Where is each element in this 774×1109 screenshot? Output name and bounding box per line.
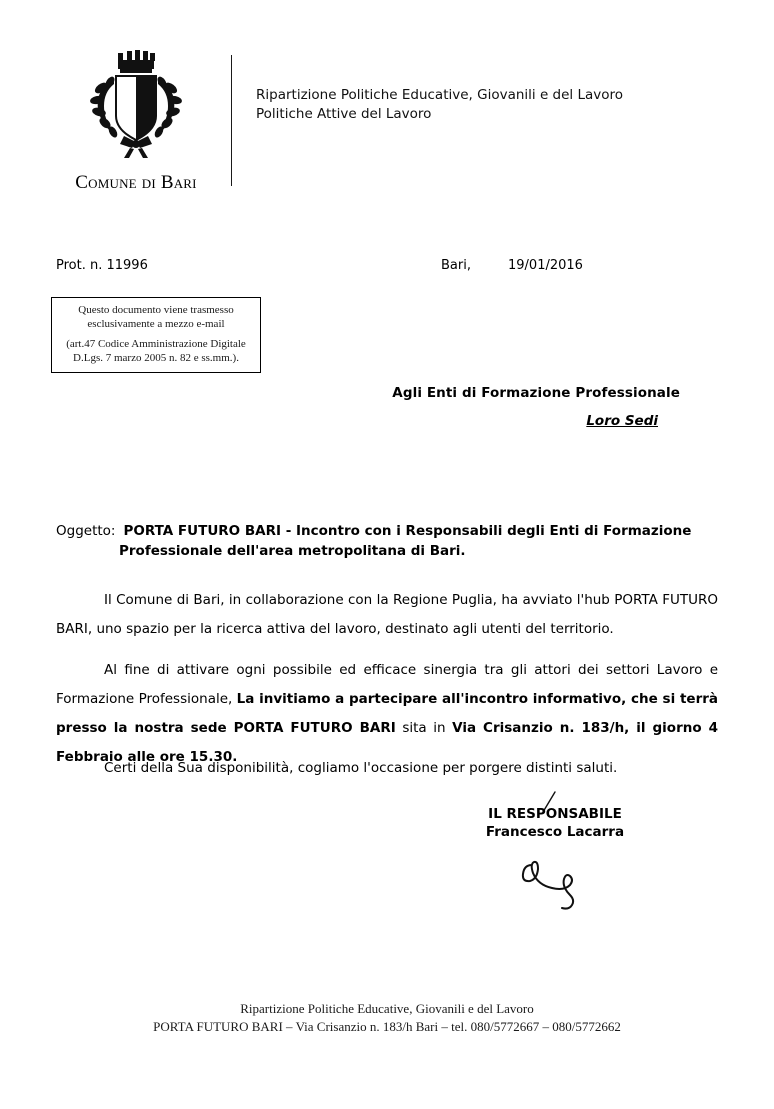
- recipient-block: [300, 385, 680, 429]
- notice-line-4: D.Lgs. 7 marzo 2005 n. 82 e ss.mm.).: [73, 351, 239, 364]
- paragraph-3-text: Certi della Sua disponibilità, cogliamo l'occasione per porgere distinti saluti.: [104, 760, 618, 776]
- notice-line-1: Questo documento viene trasmesso: [78, 304, 234, 316]
- department-heading: [256, 86, 623, 124]
- subject-label: Oggetto:: [56, 523, 116, 539]
- notice-line-2: esclusivamente a mezzo e-mail: [87, 317, 225, 330]
- crest-block: [56, 48, 216, 194]
- header-divider: [231, 55, 232, 186]
- signature-role: IL RESPONSABILE: [488, 806, 622, 822]
- signature-block: [430, 805, 680, 841]
- protocol-date: 19/01/2016: [508, 258, 583, 273]
- body-paragraph-3: [56, 754, 718, 783]
- footer-line-1: Ripartizione Politiche Educative, Giovanili e del Lavoro: [240, 1001, 534, 1016]
- paragraph-2-intro: Al fine di attivare ogni possibile ed efficace sinergia tra gli attori dei settori Lavoro e Formazione Professionale,: [56, 662, 718, 707]
- body-paragraph-1: [56, 586, 718, 644]
- protocol-number: Prot. n. 11996: [56, 258, 148, 273]
- paragraph-2-bold-invite: La invitiamo a partecipare all'incontro informativo, che si terrà presso la nostra sede PORTA FUTURO BARI: [56, 691, 718, 736]
- comune-di-bari-coat-of-arms-icon: [80, 48, 192, 168]
- page-footer: [0, 1000, 774, 1036]
- department-line-2: Politiche Attive del Lavoro: [256, 106, 432, 122]
- department-line-1: Ripartizione Politiche Educative, Giovanili e del Lavoro: [256, 87, 624, 103]
- handwritten-signature: [512, 855, 622, 915]
- paragraph-2-connector: sita in: [395, 720, 453, 736]
- recipient-sedi: [300, 413, 680, 429]
- wordmark-comune-di-bari: Comune di Bari: [75, 172, 197, 193]
- subject-line: [56, 521, 721, 561]
- paragraph-2-bold-venue: Via Crisanzio n. 183/h, il giorno 4 Febbraio alle ore 15.30.: [56, 720, 719, 765]
- letterhead: [0, 48, 774, 198]
- footer-line-2: PORTA FUTURO BARI – Via Crisanzio n. 183/h Bari – tel. 080/5772667 – 080/5772662: [153, 1019, 621, 1034]
- paragraph-1-text: Il Comune di Bari, in collaborazione con la Regione Puglia, ha avviato l'hub PORTA FUTURO BARI, uno spazio per la ricerca attiva del lavoro, destinato agli utenti del territorio.: [56, 592, 718, 637]
- notice-line-3: (art.47 Codice Amministrazione Digitale: [66, 338, 246, 350]
- signature-name: Francesco Lacarra: [485, 824, 625, 840]
- recipient-sedi-text: Loro Sedi: [586, 413, 658, 429]
- protocol-city: Bari,: [441, 258, 471, 273]
- subject-text: PORTA FUTURO BARI - Incontro con i Responsabili degli Enti di Formazione Professionale dell'area metropolitana di Bari.: [119, 523, 692, 559]
- email-transmission-notice: [51, 297, 261, 373]
- recipient-addressee: Agli Enti di Formazione Professionale: [392, 385, 680, 401]
